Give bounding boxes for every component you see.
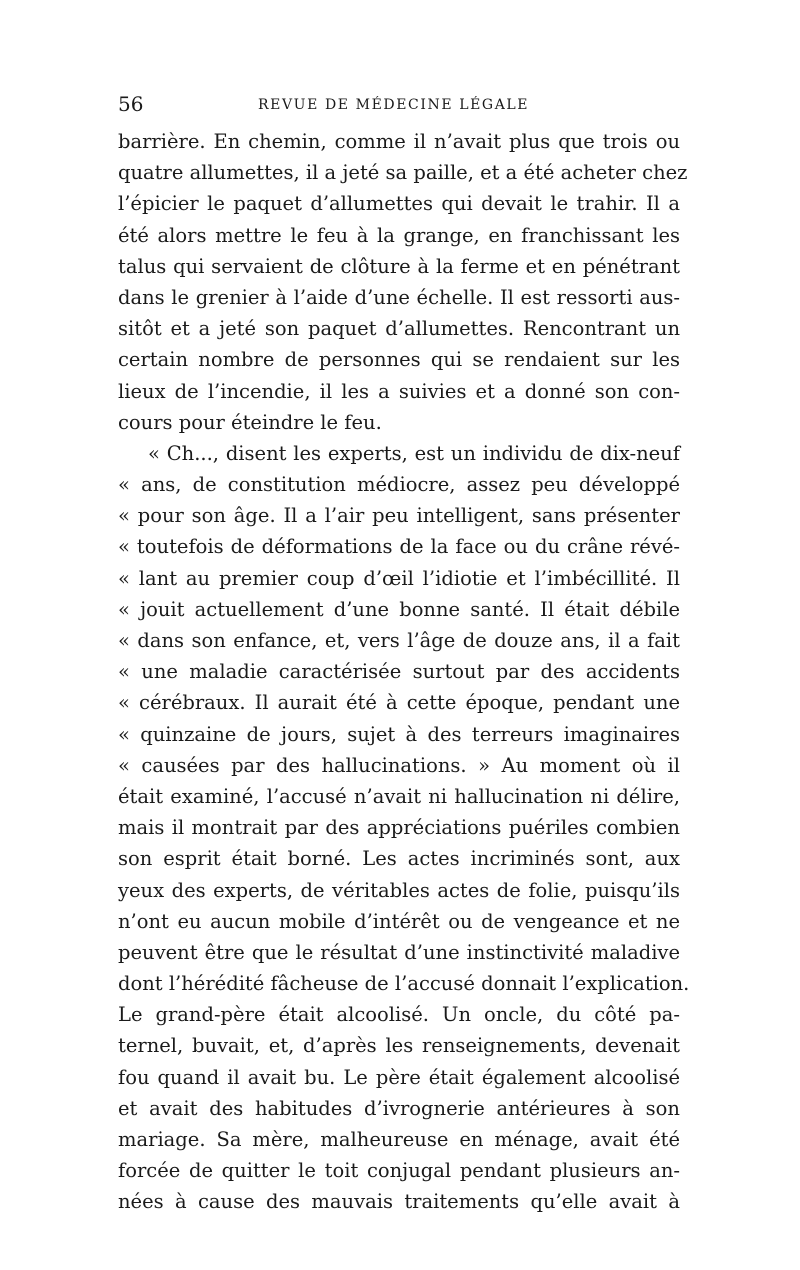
text-line: dans le grenier à l’aide d’une échelle. Il est ressorti aus- xyxy=(118,285,680,309)
text-line: talus qui servaient de clôture à la ferme et en pénétrant xyxy=(118,254,680,278)
text-line: lieux de l’incendie, il les a suivies et a donné son con- xyxy=(118,379,680,403)
text-line: quatre allumettes, il a jeté sa paille, et a été acheter chez xyxy=(118,161,688,185)
text-line: était examiné, l’accusé n’avait ni hallucination ni délire, xyxy=(118,784,680,808)
journal-title: REVUE DE MÉDECINE LÉGALE xyxy=(258,97,530,113)
text-line: forcée de quitter le toit conjugal pendant plusieurs an- xyxy=(118,1159,680,1183)
text-line: sitôt et a jeté son paquet d’allumettes. Rencontrant un xyxy=(118,317,680,341)
text-line: « lant au premier coup d’œil l’idiotie et l’imbécillité. Il xyxy=(118,566,680,590)
text-line: mariage. Sa mère, malheureuse en ménage, avait été xyxy=(118,1128,680,1151)
text-line: barrière. En chemin, comme il n’avait plus que trois ou xyxy=(118,130,680,153)
text-line: « toutefois de déformations de la face ou du crâne révé- xyxy=(118,535,680,559)
text-line: nées à cause des mauvais traitements qu’elle avait à xyxy=(118,1190,680,1214)
text-line: « cérébraux. Il aurait été à cette époque, pendant une xyxy=(118,691,680,715)
text-line: « ans, de constitution médiocre, assez peu développé xyxy=(118,473,680,497)
text-line: son esprit était borné. Les actes incriminés sont, aux xyxy=(118,847,680,871)
text-line: peuvent être que le résultat d’une instinctivité maladive xyxy=(118,940,680,964)
text-line: Le grand-père était alcoolisé. Un oncle, du côté pa- xyxy=(118,1003,680,1027)
text-line: cours pour éteindre le feu. xyxy=(118,410,382,434)
text-line: été alors mettre le feu à la grange, en franchissant les xyxy=(118,223,680,247)
text-line: mais il montrait par des appréciations puériles combien xyxy=(118,816,680,840)
text-line: « une maladie caractérisée surtout par des accidents xyxy=(118,660,680,684)
text-line: yeux des experts, de véritables actes de folie, puisqu’ils xyxy=(118,878,680,902)
text-line: ternel, buvait, et, d’après les renseignements, devenait xyxy=(118,1034,680,1058)
text-line: « jouit actuellement d’une bonne santé. Il était débile xyxy=(118,597,680,621)
text-line: « quinzaine de jours, sujet à des terreurs imaginaires xyxy=(118,722,680,746)
text-line: l’épicier le paquet d’allumettes qui devait le trahir. Il a xyxy=(118,192,680,216)
text-line: dont l’hérédité fâcheuse de l’accusé donnait l’explication. xyxy=(118,972,690,996)
body-text xyxy=(118,126,690,1218)
text-line: fou quand il avait bu. Le père était également alcoolisé xyxy=(118,1065,680,1089)
text-line: « causées par des hallucinations. » Au moment où il xyxy=(118,753,680,777)
running-head xyxy=(118,92,680,116)
text-line: « pour son âge. Il a l’air peu intelligent, sans présenter xyxy=(118,504,680,528)
text-line: certain nombre de personnes qui se rendaient sur les xyxy=(118,348,680,372)
text-line: et avait des habitudes d’ivrognerie antérieures à son xyxy=(118,1096,680,1120)
text-line: n’ont eu aucun mobile d’intérêt ou de vengeance et ne xyxy=(118,909,680,933)
text-line: « dans son enfance, et, vers l’âge de douze ans, il a fait xyxy=(118,629,680,652)
text-line: « Ch..., disent les experts, est un individu de dix-neuf xyxy=(148,441,680,465)
page-number: 56 xyxy=(118,92,144,116)
